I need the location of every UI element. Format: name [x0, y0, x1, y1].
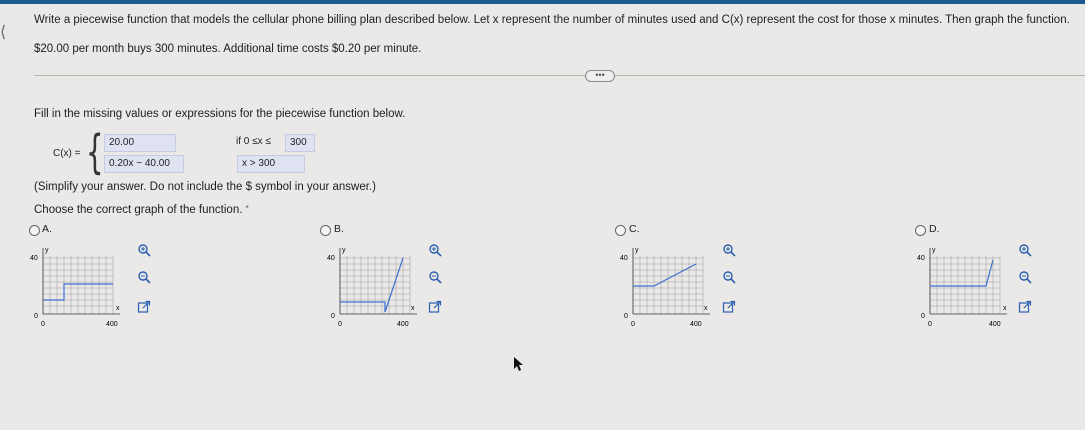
- option-d-external-link-icon[interactable]: [1018, 300, 1032, 314]
- back-arrow-icon[interactable]: ⟨: [0, 24, 7, 41]
- divider: [34, 75, 1085, 76]
- option-d-radio[interactable]: [915, 225, 926, 236]
- option-c-y-tick: 40: [620, 255, 628, 262]
- option-d-y-tick: 40: [917, 255, 925, 262]
- option-b-y-tick: 40: [327, 255, 335, 262]
- option-b-graph: [325, 240, 425, 328]
- option-d-zoom-out-icon[interactable]: [1018, 270, 1032, 284]
- option-a-radio[interactable]: [29, 225, 40, 236]
- option-d-graph: [915, 240, 1015, 328]
- option-c-y-axis-label: y: [635, 247, 639, 254]
- option-c-graph: [618, 240, 718, 328]
- piece2-value-input[interactable]: 0.20x − 40.00: [104, 155, 184, 173]
- option-a-y-axis-label: y: [45, 247, 49, 254]
- option-b-zoom-in-icon[interactable]: [428, 243, 442, 257]
- option-d-y-axis-label: y: [932, 247, 936, 254]
- question-text: Write a piecewise function that models the cellular phone billing plan described below. Let x represent the number of minutes used and C(x) represent the cost for those x minutes. Then graph the function.: [34, 14, 1070, 26]
- option-d-x-axis-label: x: [1003, 305, 1007, 312]
- top-header-strip: [0, 0, 1085, 4]
- plan-description: $20.00 per month buys 300 minutes. Additional time costs $0.20 per minute.: [34, 43, 422, 55]
- option-b-x-origin: 0: [338, 321, 342, 328]
- option-d-label: D.: [929, 223, 940, 235]
- option-c-zoom-out-icon[interactable]: [722, 270, 736, 284]
- required-mark: *: [245, 204, 249, 213]
- option-a-zoom-in-icon[interactable]: [137, 243, 151, 257]
- option-c-line: [633, 264, 696, 286]
- option-c-label: C.: [629, 223, 640, 235]
- choose-text: Choose the correct graph of the function.: [34, 204, 243, 216]
- option-a-label: A.: [42, 223, 52, 235]
- option-c-x-axis-label: x: [704, 305, 708, 312]
- option-b-radio[interactable]: [320, 225, 331, 236]
- option-b-x-axis-label: x: [411, 305, 415, 312]
- option-b-line: [340, 258, 403, 312]
- option-c-radio[interactable]: [615, 225, 626, 236]
- option-c-x-origin: 0: [631, 321, 635, 328]
- option-a-x-origin: 0: [41, 321, 45, 328]
- option-b-zoom-out-icon[interactable]: [428, 270, 442, 284]
- option-c-external-link-icon[interactable]: [722, 300, 736, 314]
- piece1-value-input[interactable]: 20.00: [104, 134, 176, 152]
- option-c-x-tick: 400: [690, 321, 702, 328]
- option-d-x-tick: 400: [989, 321, 1001, 328]
- option-b-external-link-icon[interactable]: [428, 300, 442, 314]
- option-b-origin: 0: [331, 313, 335, 320]
- option-a-external-link-icon[interactable]: [137, 300, 151, 314]
- option-a-x-axis-label: x: [116, 305, 120, 312]
- mouse-cursor-icon: [514, 357, 524, 371]
- function-label: C(x) =: [53, 148, 81, 159]
- option-d-zoom-in-icon[interactable]: [1018, 243, 1032, 257]
- option-b-x-tick: 400: [397, 321, 409, 328]
- piece2-condition-input[interactable]: x > 300: [237, 155, 305, 173]
- instruction-text: Fill in the missing values or expressions for the piecewise function below.: [34, 108, 406, 120]
- piecewise-brace: {: [86, 125, 104, 179]
- option-a-y-tick: 40: [30, 255, 38, 262]
- more-options-button[interactable]: •••: [585, 70, 615, 82]
- option-c-zoom-in-icon[interactable]: [722, 243, 736, 257]
- option-d-x-origin: 0: [928, 321, 932, 328]
- choose-graph-prompt: [34, 204, 249, 216]
- piece1-condition: if 0 ≤x ≤: [236, 136, 271, 147]
- option-b-y-axis-label: y: [342, 247, 346, 254]
- option-a-graph: [28, 240, 128, 328]
- option-d-origin: 0: [921, 313, 925, 320]
- simplify-note: (Simplify your answer. Do not include the $ symbol in your answer.): [34, 181, 376, 193]
- option-a-origin: 0: [34, 313, 38, 320]
- option-b-label: B.: [334, 223, 344, 235]
- option-a-zoom-out-icon[interactable]: [137, 270, 151, 284]
- piece1-bound-input[interactable]: 300: [285, 134, 315, 152]
- option-c-origin: 0: [624, 313, 628, 320]
- option-a-x-tick: 400: [106, 321, 118, 328]
